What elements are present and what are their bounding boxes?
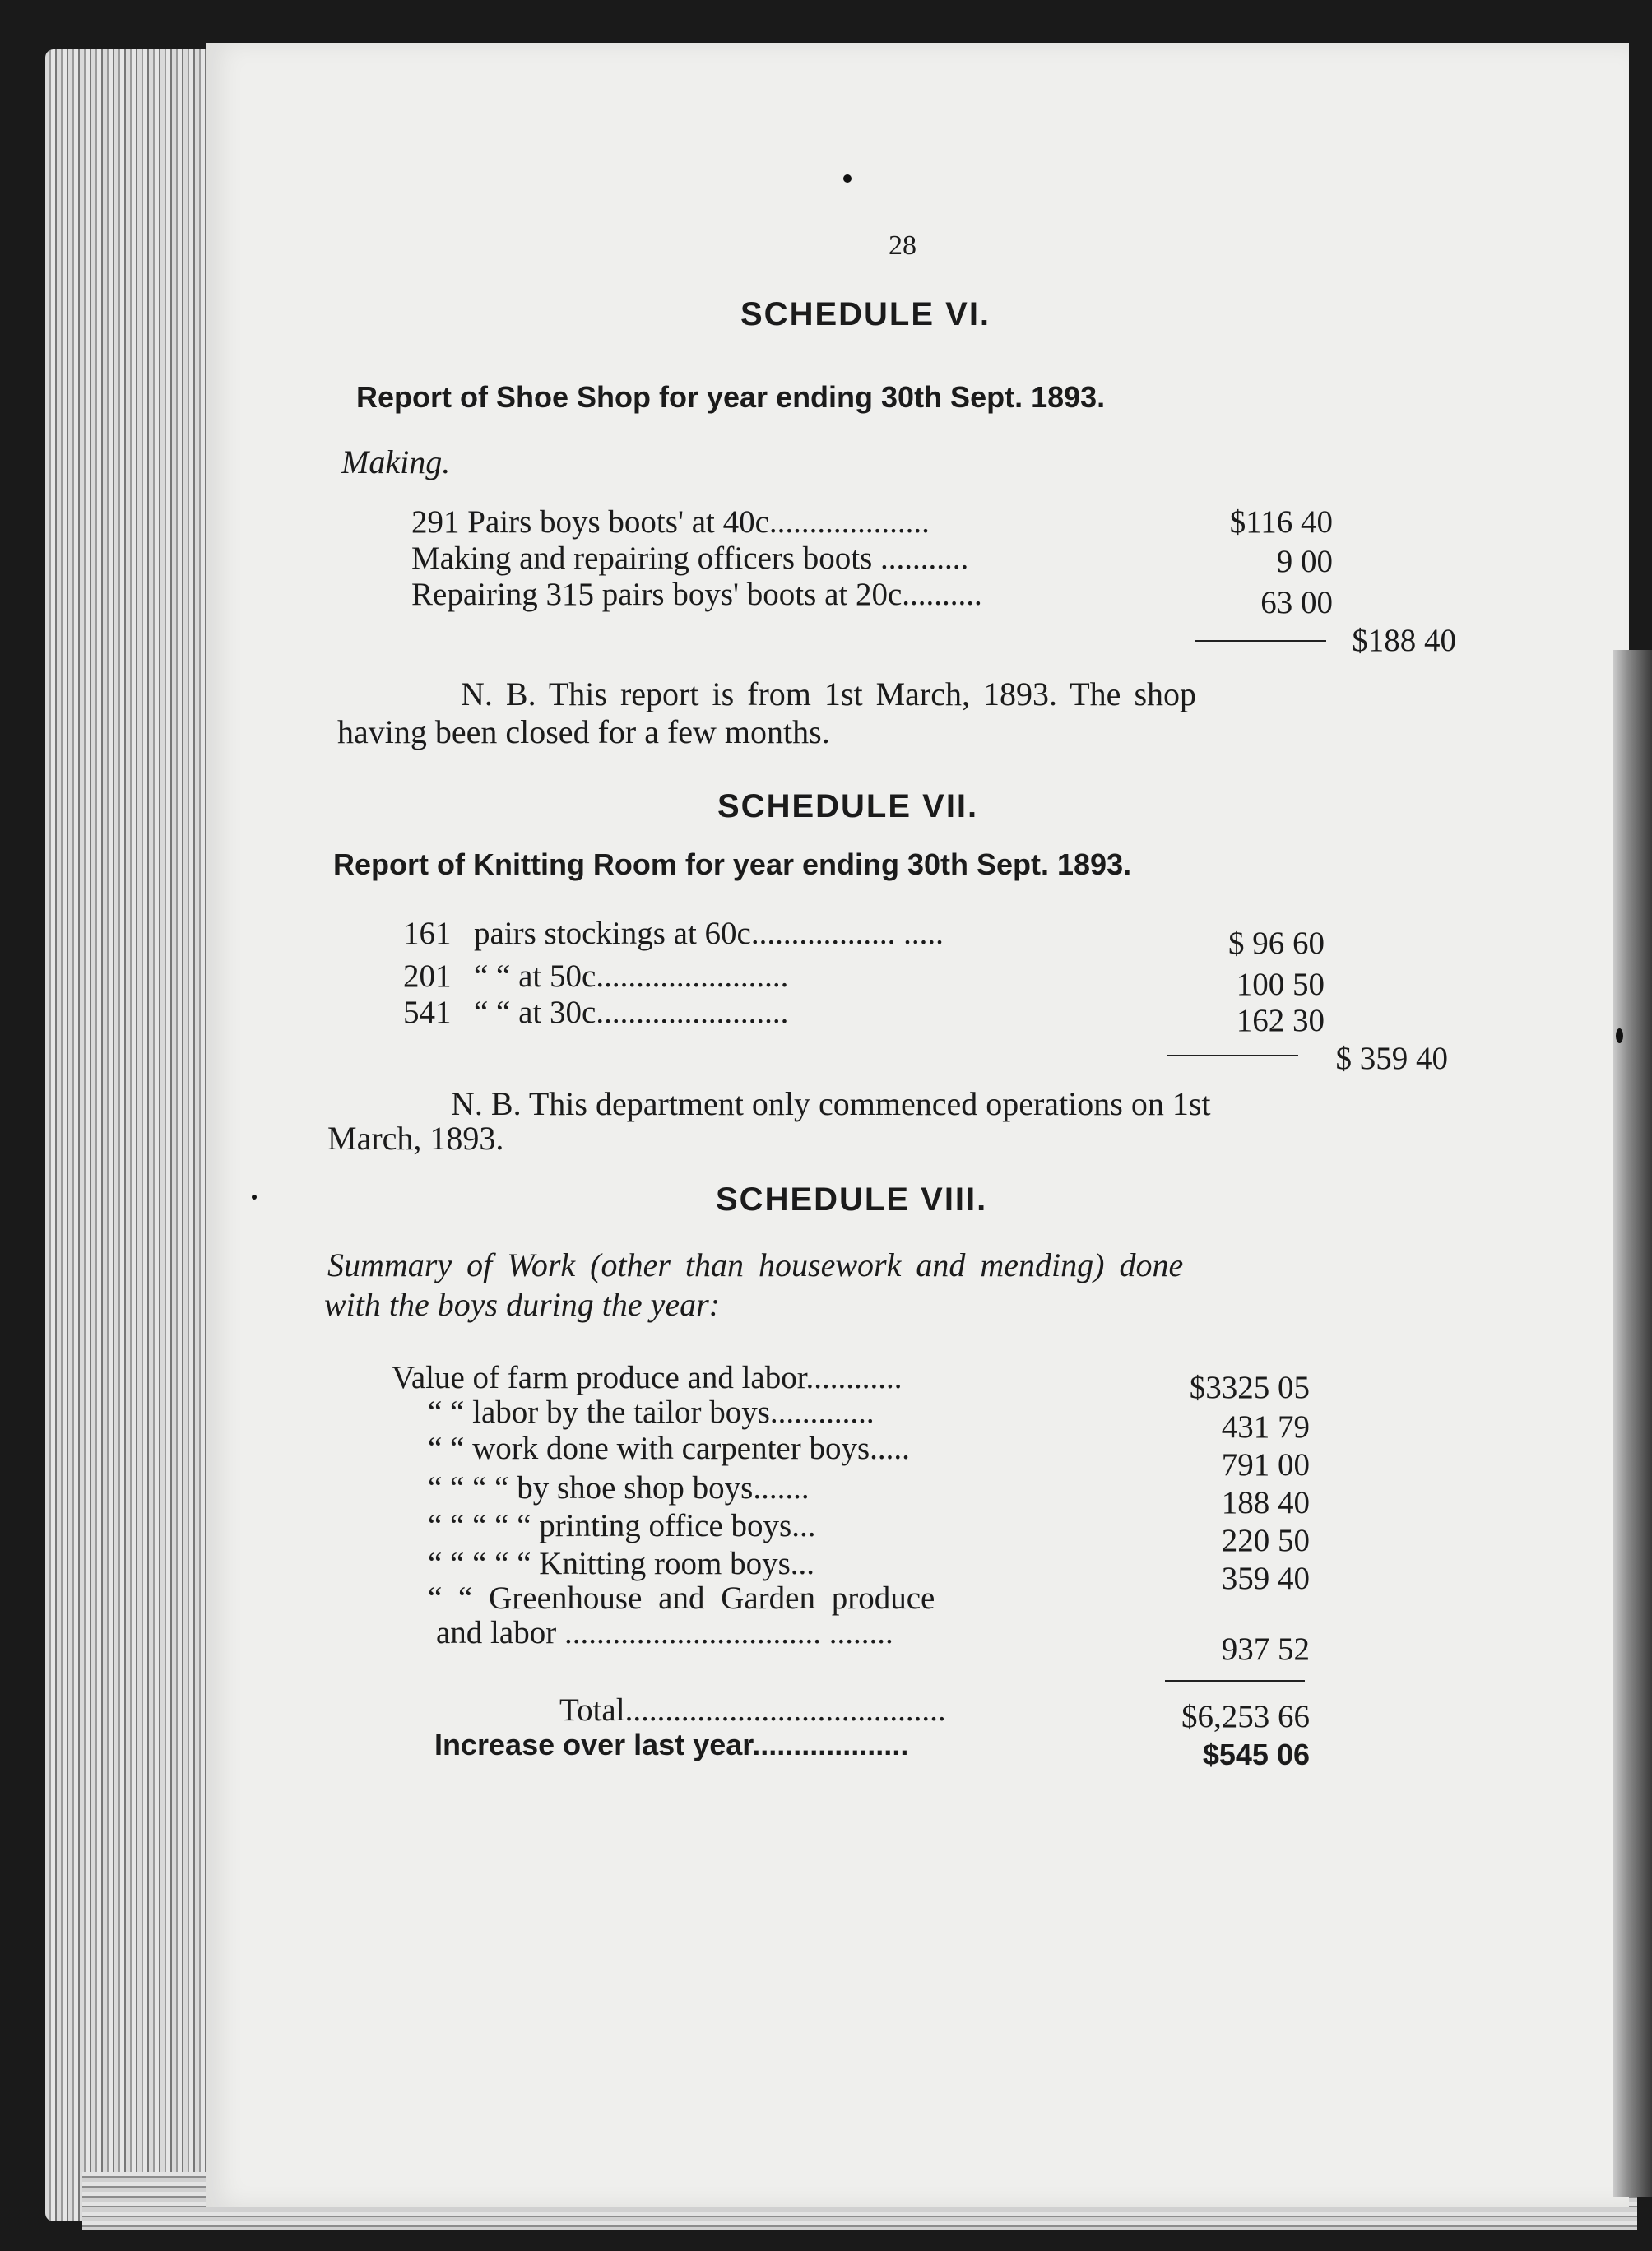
paper-speck — [1616, 1028, 1623, 1043]
schedule-vii-row-amount: 162 30 — [1236, 1003, 1325, 1038]
schedule-viii-row-amount: 359 40 — [1221, 1561, 1310, 1596]
schedule-vi-row-amount: 63 00 — [1260, 585, 1333, 620]
schedule-viii-row: and labor ................................ ........ — [436, 1615, 893, 1650]
row-qty: 201 — [403, 958, 452, 994]
schedule-viii-row: “ “ Greenhouse and Garden produce — [428, 1580, 935, 1616]
schedule-viii-row-amount: 791 00 — [1221, 1447, 1310, 1483]
schedule-vii-row — [403, 994, 788, 1031]
schedule-vi-total-rule — [1195, 640, 1326, 642]
schedule-vii-total: $ 359 40 — [1335, 1041, 1448, 1076]
row-qty: 541 — [403, 995, 452, 1030]
book-page-edge-right — [1613, 650, 1652, 2197]
paper-speck — [252, 1195, 257, 1200]
schedule-viii-total-rule — [1165, 1680, 1305, 1682]
schedule-viii-row: “ “ “ “ “ printing office boys... — [428, 1508, 816, 1543]
schedule-viii-row-amount: 220 50 — [1221, 1523, 1310, 1558]
schedule-viii-row-amount: 188 40 — [1221, 1485, 1310, 1520]
schedule-vii-row-amount: $ 96 60 — [1228, 926, 1325, 961]
schedule-vi-row — [411, 540, 968, 577]
page-number: 28 — [889, 230, 916, 261]
schedule-viii-row: “ “ “ “ by shoe shop boys....... — [428, 1470, 810, 1506]
schedule-viii-increase-row: Increase over last year................... — [434, 1728, 909, 1761]
schedule-vii-row — [403, 958, 788, 995]
schedule-viii-total-amount: $6,253 66 — [1181, 1699, 1310, 1734]
book-page-stack-left — [45, 49, 222, 2221]
schedule-viii-intro-line2: with the boys during the year: — [324, 1286, 721, 1323]
schedule-viii-intro-line1: Summary of Work (other than housework and mending) done — [327, 1246, 1184, 1283]
schedule-viii-total-row: Total........................................ — [559, 1692, 946, 1728]
schedule-viii-row: “ “ labor by the tailor boys............. — [428, 1395, 875, 1430]
schedule-vii-heading: SCHEDULE VII. — [717, 788, 979, 824]
row-label: Repairing 315 pairs boys' boots at 20c.......... — [411, 577, 982, 612]
schedule-vi-heading: SCHEDULE VI. — [740, 296, 991, 332]
schedule-vii-row — [403, 915, 944, 952]
schedule-vi-subheading: Making. — [341, 443, 451, 480]
schedule-vii-report-title: Report of Knitting Room for year ending 30th Sept. 1893. — [333, 847, 1132, 881]
schedule-vi-report-title: Report of Shoe Shop for year ending 30th Sept. 1893. — [356, 380, 1106, 414]
schedule-vi-total: $188 40 — [1352, 623, 1456, 658]
schedule-viii-row: Value of farm produce and labor............ — [392, 1360, 903, 1395]
row-label: “ “ at 30c........................ — [474, 995, 789, 1030]
schedule-vi-note-line2: having been closed for a few months. — [337, 713, 830, 750]
schedule-vi-note-line1: N. B. This report is from 1st March, 1893. The shop — [461, 675, 1197, 712]
schedule-viii-row: “ “ work done with carpenter boys..... — [428, 1431, 910, 1466]
row-qty: 161 — [403, 916, 452, 951]
schedule-viii-increase-amount: $545 06 — [1202, 1738, 1310, 1771]
schedule-vi-row-amount: 9 00 — [1276, 544, 1333, 579]
row-label: “ “ at 50c........................ — [474, 958, 789, 994]
schedule-vii-note-line2: March, 1893. — [327, 1120, 504, 1157]
schedule-viii-heading: SCHEDULE VIII. — [716, 1181, 988, 1218]
row-label: Making and repairing officers boots ........... — [411, 541, 969, 576]
schedule-viii-row-amount: 937 52 — [1221, 1631, 1310, 1667]
paper-speck — [843, 174, 852, 183]
schedule-viii-row-amount: 431 79 — [1221, 1409, 1310, 1445]
schedule-vi-row — [411, 576, 982, 613]
schedule-viii-row: “ “ “ “ “ Knitting room boys... — [428, 1546, 815, 1581]
schedule-vii-note-line1: N. B. This department only commenced operations on 1st — [451, 1085, 1211, 1122]
schedule-vii-row-amount: 100 50 — [1236, 967, 1325, 1002]
schedule-viii-row-amount: $3325 05 — [1189, 1370, 1310, 1405]
schedule-vi-row-amount: $116 40 — [1229, 504, 1333, 540]
row-label: 291 Pairs boys boots' at 40c.................... — [411, 504, 930, 540]
schedule-vi-row — [411, 504, 930, 541]
row-label: pairs stockings at 60c.................. ..... — [474, 916, 944, 951]
